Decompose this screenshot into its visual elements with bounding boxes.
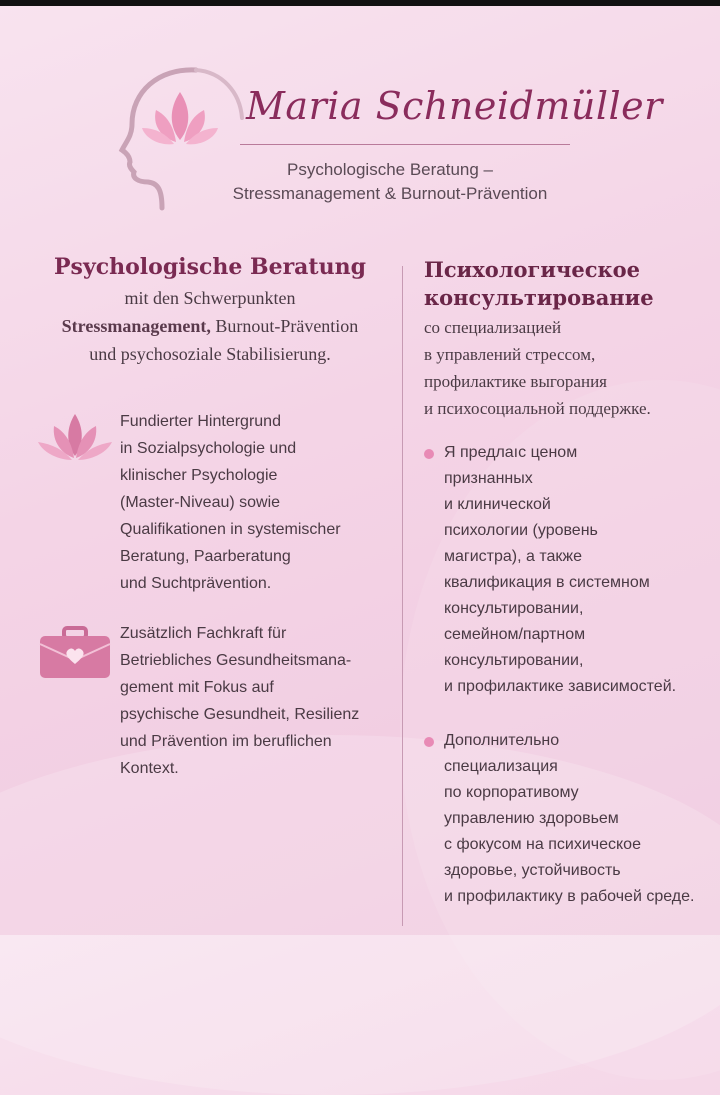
text-line: и профилактике зависимостей. [444,678,677,695]
text-line: Zusätzlich Fachkraft für [120,625,287,642]
text-line: консультировании, [444,652,584,669]
briefcase-heart-icon [38,626,112,680]
brand-underline [240,144,570,145]
left-block-background [120,408,390,597]
bullet-text [444,728,714,910]
right-title-line: консультирование [424,285,654,310]
text-line: (Master-Niveau) sowie [120,494,281,511]
left-sub-rest: Burnout-Prävention [210,316,359,336]
text-line: Betriebliches Gesundheitsmana- [120,652,352,669]
text-line: с фокусом на психическое [444,836,641,853]
left-block-occupational [120,620,390,782]
left-sub-line: und psychosoziale Stabilisierung. [89,344,331,364]
text-line: Я предлаıс ценом [444,444,578,461]
right-sub-line: в управлений стрессом, [424,345,596,364]
right-subtitle [424,314,714,422]
right-title-line: Психологическое [424,257,641,282]
bullet-text [444,440,714,700]
top-black-strip [0,0,720,6]
tagline-line: Stressmanagement & Burnout-Prävention [232,184,548,203]
text-line: und Prävention im beruflichen [120,733,332,750]
text-line: Qualifikationen in systemischer [120,521,341,538]
text-line: магистра), а также [444,548,583,565]
text-line: Дополнительно [444,732,560,749]
tagline [190,158,590,206]
right-sub-line: профилактике выгорания [424,372,607,391]
right-bullet-occupational [424,728,714,910]
text-line: Kontext. [120,760,179,777]
bullet-dot-icon [424,449,434,459]
right-bullet-background [424,440,714,700]
text-line: Fundierter Hintergrund [120,413,281,430]
text-line: семейном/партном [444,626,586,643]
text-line: gement mit Fokus auf [120,679,274,696]
text-line: Beratung, Paarberatung [120,548,291,565]
text-line: klinischer Psychologie [120,467,278,484]
text-line: и клинической [444,496,551,513]
text-line: по корпоративому [444,784,579,801]
text-line: und Suchtprävention. [120,575,272,592]
left-sub-line [30,312,390,340]
column-divider [402,266,403,926]
text-line: психологии (уровень [444,522,598,539]
right-heading [424,256,714,422]
left-subtitle [30,284,390,368]
left-sub-line: mit den Schwerpunkten [124,288,296,308]
bullet-dot-icon [424,737,434,747]
brand-name: Maria Schneidmüller [246,84,663,128]
lotus-icon [36,412,114,464]
left-sub-strong: Stressmanagement, [61,316,211,336]
right-sub-line: со специализацией [424,318,562,337]
text-line: квалификация в системном [444,574,650,591]
text-line: здоровье, устойчивость [444,862,621,879]
left-heading [30,254,390,368]
tagline-line: Psychologische Beratung – [286,160,494,179]
text-line: управлению здоровьем [444,810,619,827]
text-line: и профилактику в рабочей среде. [444,888,695,905]
text-line: признанных [444,470,533,487]
left-title: Psychologische Beratung [54,254,366,280]
text-line: консультировании, [444,600,584,617]
text-line: специализация [444,758,558,775]
right-sub-line: и психосоциальной поддержке. [424,399,651,418]
text-line: psychische Gesundheit, Resilienz [120,706,360,723]
text-line: in Sozialpsychologie und [120,440,297,457]
